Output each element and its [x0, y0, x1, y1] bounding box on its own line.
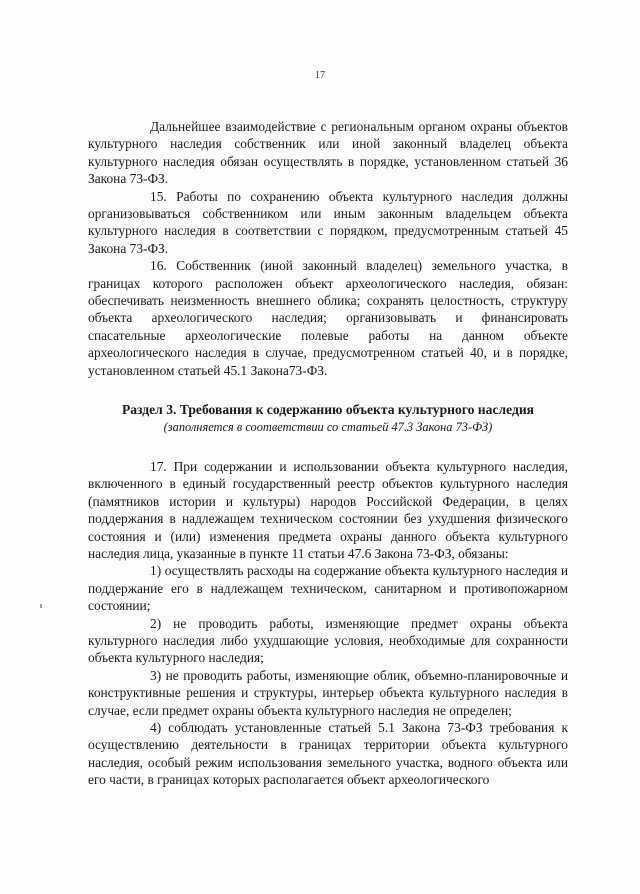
- list-item-3: 3) не проводить работы, изменяющие облик, объемно-планировочные и конструктивные решения и структуры, интерьер объекта культурного наследия в случае, если предмет охраны объекта культурного наследия не определен;: [88, 667, 568, 718]
- list-item-2: 2) не проводить работы, изменяющие предмет охраны объекта культурного наследия либо ухудшающие условия, необходимые для сохранности объекта культурного наследия;: [88, 615, 568, 666]
- section-subtitle: (заполняется в соответствии со статьей 47.3 Закона 73-ФЗ): [163, 419, 493, 434]
- list-item-4: 4) соблюдать установленные статьей 5.1 Закона 73-ФЗ требования к осуществлению деятельности в границах территории объекта культурного наследия, особый режим использования земельного участка, водного объекта или его части, в границах которых располагается объект археологического: [88, 720, 568, 788]
- paragraph-17: 17. При содержании и использовании объекта культурного наследия, включенного в единый государственный реестр объектов культурного наследия (памятников истории и культуры) народов Российской Федерации, в целях поддержания в надлежащем техническом состоянии без ухудшения физического состояния и (или) изменения предмета охраны данного объекта культурного наследия лица, указанные в пункте 11 статьи 47.6 Закона 73-ФЗ, обязаны:: [88, 458, 568, 561]
- paragraph-15: 15. Работы по сохранению объекта культурного наследия должны организовываться собственником или иным законным владельцем объекта культурного наследия в соответствии с порядком, предусмотренным статьей 45 Закона 73-ФЗ.: [88, 188, 568, 256]
- paragraph-16: 16. Собственник (иной законный владелец) земельного участка, в границах которого расположен объект археологического наследия, обязан: обеспечивать неизменность внешнего облика; сохранять целостность, структуру объекта археологического наследия; организовывать и финансировать спасательные археологические полевые работы на данном объекте археологического наследия в случае, предусмотренном статьей 40, и в порядке, установленном статьей 45.1 Закона73-ФЗ.: [88, 258, 568, 378]
- page-number: 17: [315, 70, 325, 81]
- paragraph-continuation: Дальнейшее взаимодействие с региональным органом охраны объектов культурного наследия собственник или иной законный владелец объекта культурного наследия обязан осуществлять в порядке, установленном статьей 36 Закона 73-ФЗ.: [88, 119, 568, 187]
- section-title: Раздел 3. Требования к содержанию объекта культурного наследия: [121, 402, 535, 418]
- document-body: [88, 118, 568, 789]
- scan-speck: [40, 604, 42, 608]
- list-item-1: 1) осуществлять расходы на содержание объекта культурного наследия и поддержание его в надлежащем техническом, санитарном и противопожарном состоянии;: [88, 563, 568, 614]
